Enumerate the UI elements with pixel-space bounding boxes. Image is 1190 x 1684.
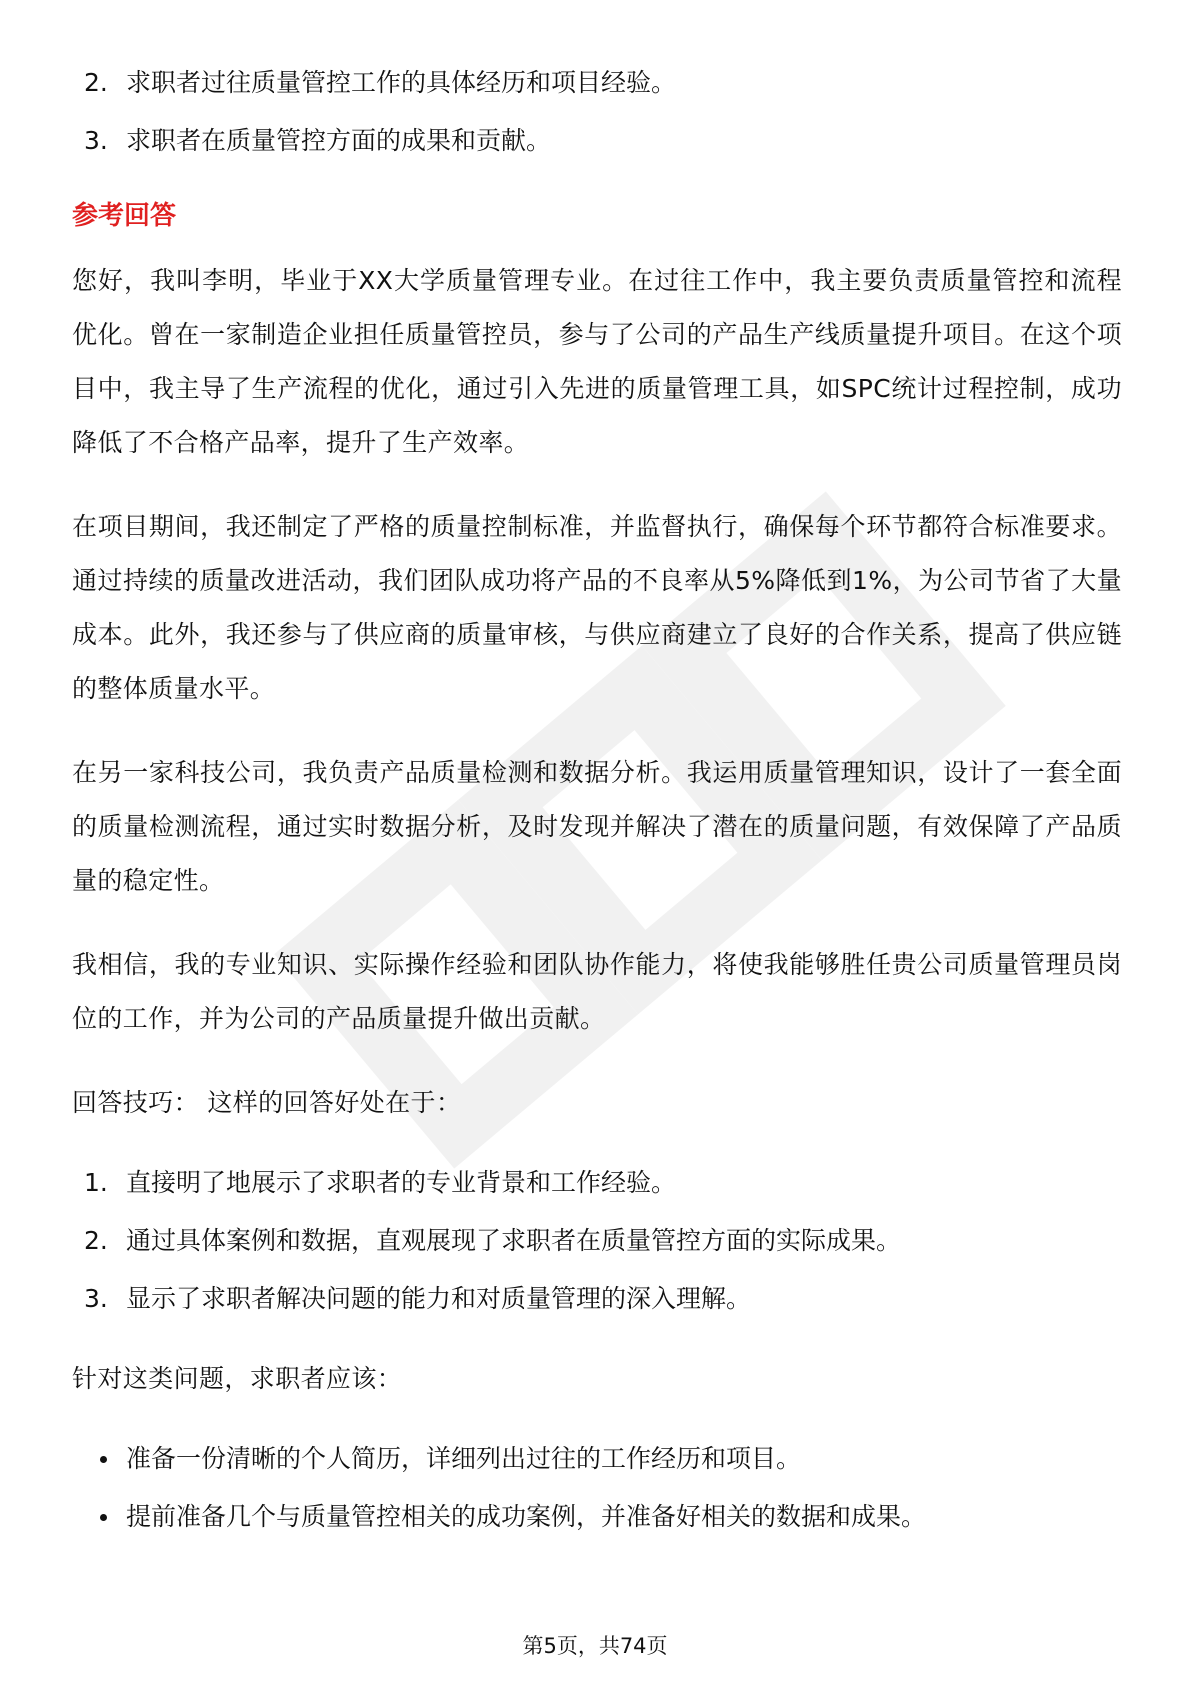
list-number: 3.: [84, 1284, 108, 1313]
list-item-text: 显示了求职者解决问题的能力和对质量管理的深入理解。: [126, 1284, 752, 1313]
intro-list: [72, 54, 1122, 170]
page-content: [72, 54, 1122, 1546]
list-item: [72, 1270, 1122, 1328]
bullet-icon: [100, 1514, 107, 1521]
answer-heading: 参考回答: [72, 201, 177, 231]
list-item: [72, 1430, 1122, 1488]
page-number: 第5页，共74页: [522, 1634, 668, 1658]
paragraph: 在另一家科技公司，我负责产品质量检测和数据分析。我运用质量管理知识，设计了一套全面的质量检测流程，通过实时数据分析，及时发现并解决了潜在的质量问题，有效保障了产品质量的稳定性。: [72, 758, 1122, 895]
list-item-text: 提前准备几个与质量管控相关的成功案例，并准备好相关的数据和成果。: [126, 1502, 927, 1531]
paragraph: 在项目期间，我还制定了严格的质量控制标准，并监督执行，确保每个环节都符合标准要求。通过持续的质量改进活动，我们团队成功将产品的不良率从5%降低到1%，为公司节省了大量成本。此外，我还参与了供应商的质量审核，与供应商建立了良好的合作关系，提高了供应链的整体质量水平。: [72, 512, 1122, 703]
advice-intro: 针对这类问题，求职者应该：: [72, 1364, 403, 1393]
list-item: [72, 54, 1122, 112]
list-item: [72, 1154, 1122, 1212]
list-item: [72, 1212, 1122, 1270]
tips-list: [72, 1154, 1122, 1328]
list-number: 2.: [84, 1226, 108, 1255]
list-item-text: 求职者在质量管控方面的成果和贡献。: [126, 126, 552, 155]
list-number: 3.: [84, 126, 108, 155]
paragraph: 您好，我叫李明，毕业于XX大学质量管理专业。在过往工作中，我主要负责质量管控和流程优化。曾在一家制造企业担任质量管控员，参与了公司的产品生产线质量提升项目。在这个项目中，我主导了生产流程的优化，通过引入先进的质量管理工具，如SPC统计过程控制，成功降低了不合格产品率，提升了生产效率。: [72, 266, 1122, 457]
tips-intro: 回答技巧： 这样的回答好处在于：: [72, 1088, 462, 1117]
paragraph: 我相信，我的专业知识、实际操作经验和团队协作能力，将使我能够胜任贵公司质量管理员岗位的工作，并为公司的产品质量提升做出贡献。: [72, 950, 1122, 1033]
list-number: 1.: [84, 1168, 108, 1197]
list-item: [72, 1488, 1122, 1546]
list-item-text: 通过具体案例和数据，直观展现了求职者在质量管控方面的实际成果。: [126, 1226, 902, 1255]
advice-list: [72, 1430, 1122, 1546]
list-item-text: 求职者过往质量管控工作的具体经历和项目经验。: [126, 68, 677, 97]
list-item-text: 直接明了地展示了求职者的专业背景和工作经验。: [126, 1168, 677, 1197]
list-item: [72, 112, 1122, 170]
bullet-icon: [100, 1456, 107, 1463]
list-item-text: 准备一份清晰的个人简历，详细列出过往的工作经历和项目。: [126, 1444, 802, 1473]
list-number: 2.: [84, 68, 108, 97]
